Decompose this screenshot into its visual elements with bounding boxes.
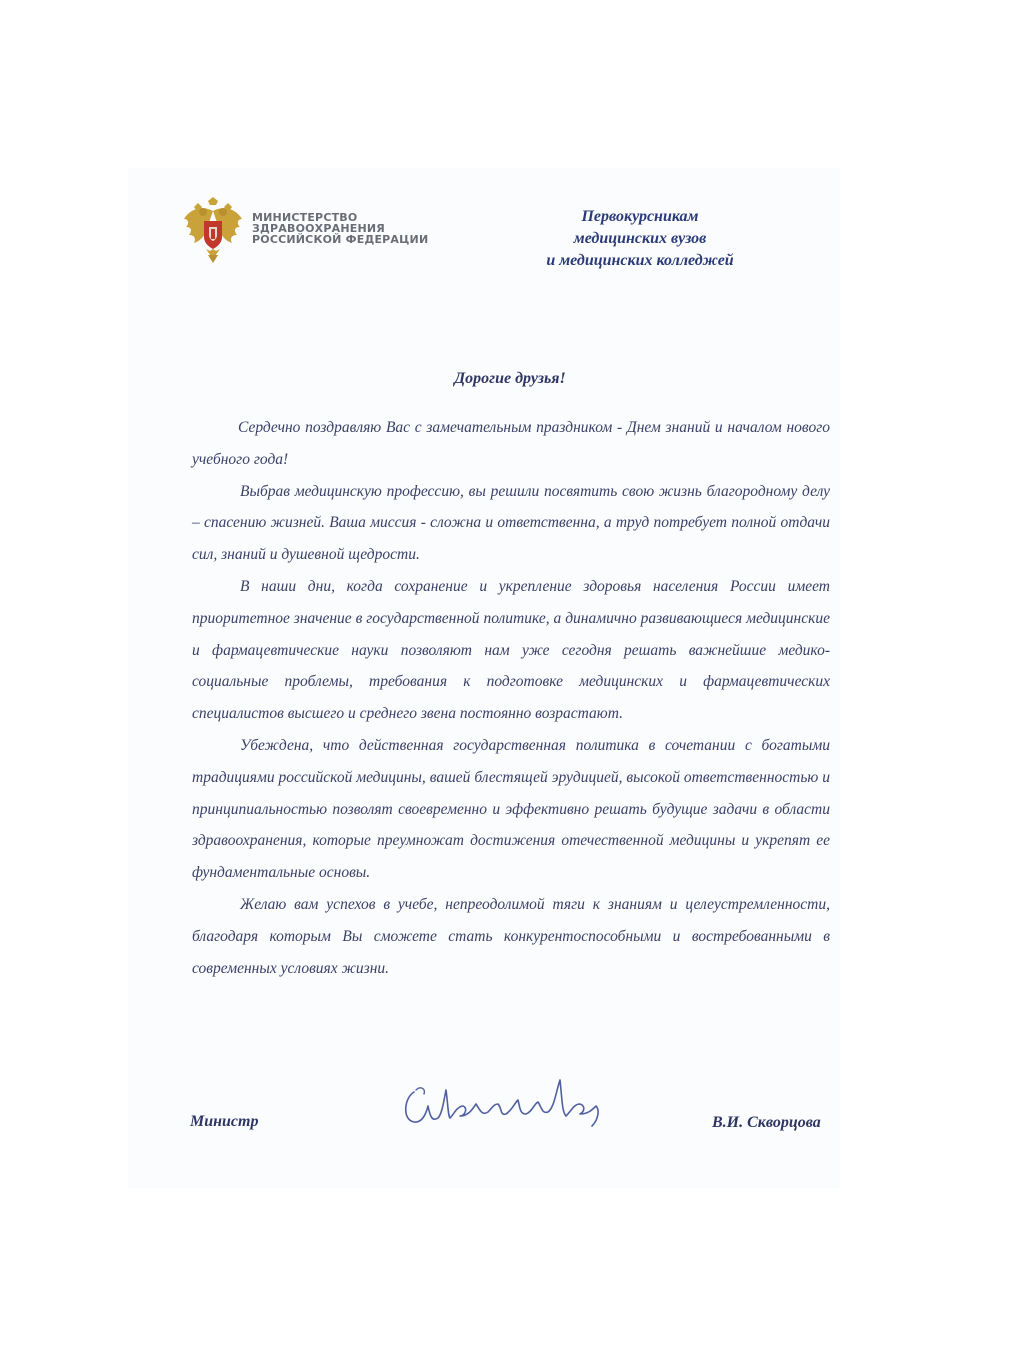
ministry-name <box>252 212 428 245</box>
double-headed-eagle-emblem-icon <box>182 197 244 263</box>
paragraph-3: В наши дни, когда сохранение и укрепление здоровья населения России имеет приоритетное значение в государственной политике, а динамично развивающиеся медицинские и фармацевтические науки позволяют нам уже сегодня решать важнейшие медико-социальные проблемы, требования к подготовке медицинских и фармацевтических специалистов высшего и среднего звена постоянно возрастают. <box>192 577 830 723</box>
paragraph-4: Убеждена, что действенная государственная политика в сочетании с богатыми традициями российской медицины, вашей блестящей эрудицией, высокой ответственностью и принципиальностью позволят своевременно и эффективно решать будущие задачи в области здравоохранения, которые преумножат достижения отечественной медицины и укрепят ее фундаментальные основы. <box>192 736 830 882</box>
paragraph-2: Выбрав медицинскую профессию, вы решили посвятить свою жизнь благородному делу – спасению жизней. Ваша миссия - сложна и ответственна, а труд потребует полной отдачи сил, знаний и душевной щедрости. <box>192 482 830 564</box>
letter-body <box>192 412 830 984</box>
addressee-line-3: и медицинских колледжей <box>546 252 734 269</box>
signatory-title: Министр <box>190 1113 259 1130</box>
addressee-line-2: медицинских вузов <box>573 230 707 247</box>
paragraph-5: Желаю вам успехов в учебе, непреодолимой тяги к знаниям и целеустремленности, благодаря которым Вы сможете стать конкурентоспособными и востребованными в современных условиях жизни. <box>192 895 830 977</box>
handwritten-signature-icon <box>396 1070 621 1140</box>
addressee-line-1: Первокурсникам <box>581 208 699 225</box>
ministry-line-2: ЗДРАВООХРАНЕНИЯ <box>252 222 385 235</box>
greeting: Дорогие друзья! <box>454 370 566 387</box>
ministry-line-1: МИНИСТЕРСТВО <box>252 211 358 224</box>
ministry-line-3: РОССИЙСКОЙ ФЕДЕРАЦИИ <box>252 233 429 246</box>
paragraph-1: Сердечно поздравляю Вас с замечательным праздником - Днем знаний и началом нового учебного года! <box>192 419 830 468</box>
signatory-name: В.И. Скворцова <box>712 1114 821 1131</box>
addressee <box>520 206 760 272</box>
